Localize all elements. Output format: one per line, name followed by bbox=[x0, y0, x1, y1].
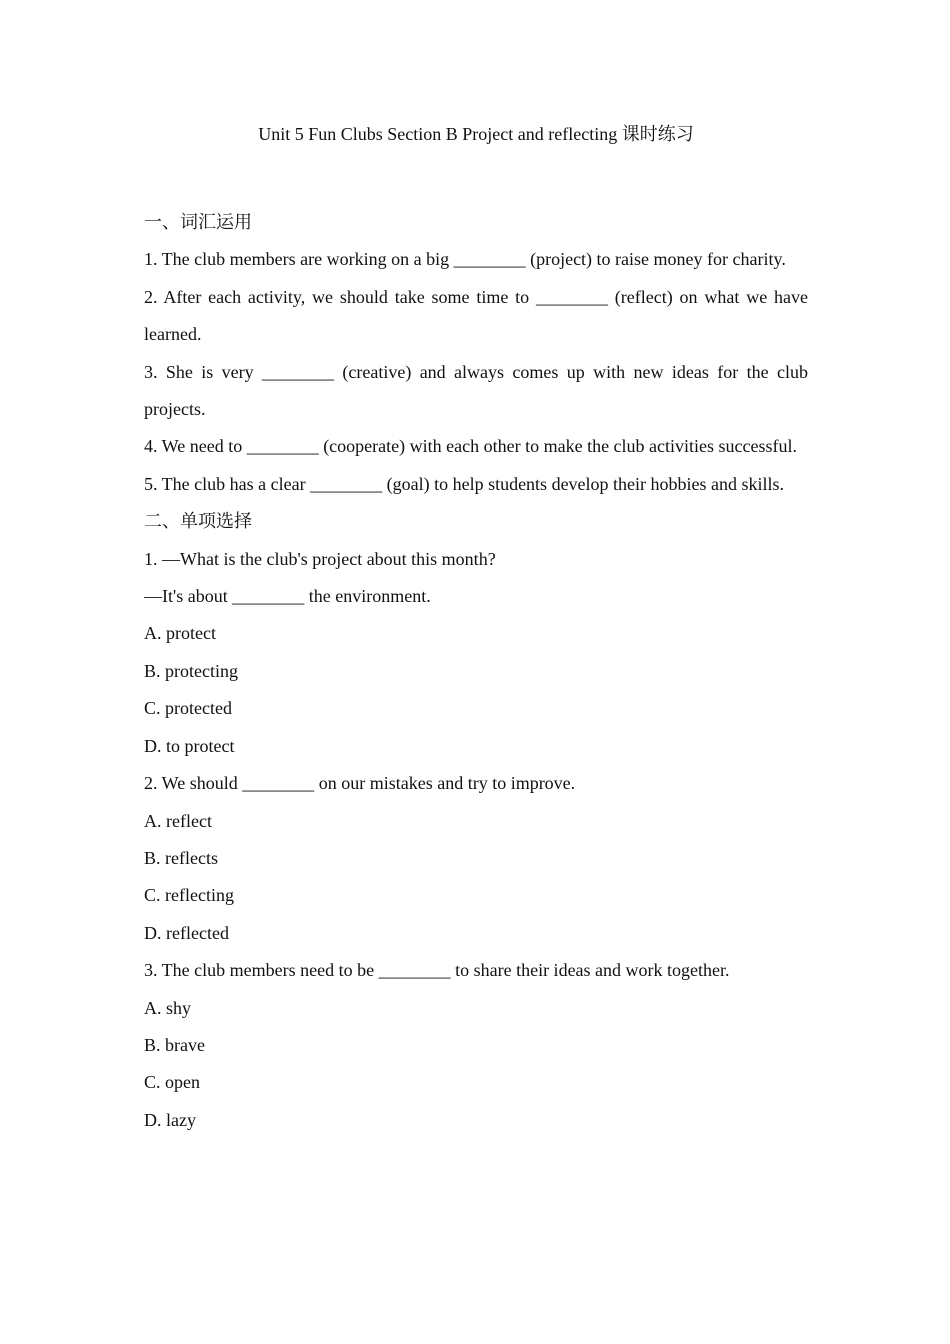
answer-option: A. reflect bbox=[144, 810, 212, 831]
answer-option: A. shy bbox=[144, 997, 192, 1018]
answer-option: C. protected bbox=[144, 698, 232, 719]
answer-option: D. to protect bbox=[144, 735, 235, 756]
vocabulary-section bbox=[144, 204, 808, 503]
title-spacer bbox=[144, 148, 808, 204]
answer-option: D. lazy bbox=[144, 1109, 196, 1130]
answer-option: B. protecting bbox=[144, 660, 238, 681]
section-heading-multiple-choice: 二、单项选择 bbox=[144, 511, 252, 532]
question-stem: 3. The club members need to be ________ to share their ideas and work together. bbox=[144, 960, 730, 981]
vocab-question: 5. The club has a clear ________ (goal) to help students develop their hobbies and skills. bbox=[144, 473, 785, 494]
section-heading-vocabulary: 一、词汇运用 bbox=[144, 212, 252, 232]
question-stem-response: —It's about ________ the environment. bbox=[144, 586, 431, 607]
mc-question-1 bbox=[144, 541, 808, 765]
answer-option: B. reflects bbox=[144, 847, 218, 868]
mc-question-3 bbox=[144, 952, 808, 1139]
vocab-question: 1. The club members are working on a big ________ (project) to raise money for charity. bbox=[144, 249, 786, 270]
answer-option: C. reflecting bbox=[144, 885, 234, 906]
vocab-question: 3. She is very ________ (creative) and always comes up with new ideas for the club projects. bbox=[144, 361, 808, 420]
answer-option: A. protect bbox=[144, 623, 216, 644]
mc-question-2 bbox=[144, 765, 808, 952]
answer-option: C. open bbox=[144, 1072, 200, 1093]
answer-option: D. reflected bbox=[144, 922, 229, 943]
page-title: Unit 5 Fun Clubs Section B Project and reflecting 课时练习 bbox=[258, 124, 694, 144]
vocab-question: 2. After each activity, we should take some time to ________ (reflect) on what we have learned. bbox=[144, 286, 808, 345]
question-stem: 2. We should ________ on our mistakes and try to improve. bbox=[144, 773, 576, 794]
answer-option: B. brave bbox=[144, 1034, 205, 1055]
vocab-question: 4. We need to ________ (cooperate) with each other to make the club activities successful. bbox=[144, 436, 798, 457]
worksheet-page bbox=[144, 120, 808, 1139]
multiple-choice-section bbox=[144, 503, 808, 1139]
question-stem: 1. —What is the club's project about this month? bbox=[144, 548, 496, 569]
